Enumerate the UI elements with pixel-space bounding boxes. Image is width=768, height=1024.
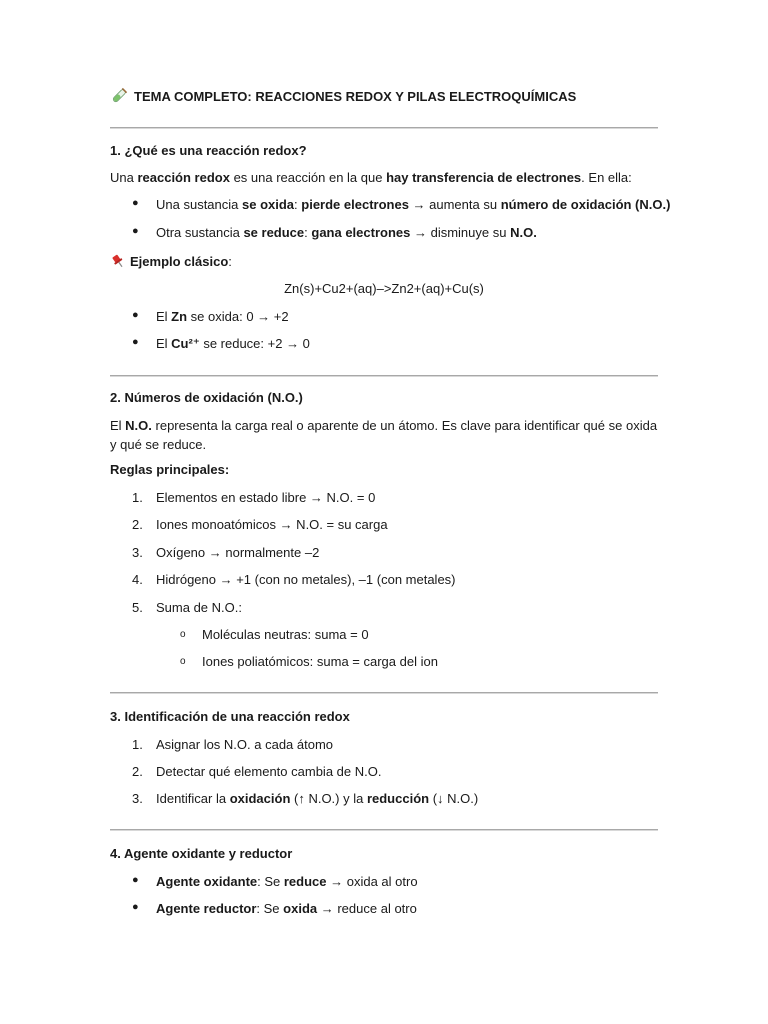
list-item-text: Otra sustancia se reduce: gana electrones → disminuye su N.O. [156, 225, 537, 240]
text-run-bold: hay transferencia de electrones [386, 170, 582, 185]
list-item-text: Asignar los N.O. a cada átomo [156, 737, 334, 752]
example-label-row [110, 253, 232, 269]
test-tube-icon [110, 87, 128, 105]
pushpin-icon [110, 253, 126, 269]
bullet-marker: ● [132, 336, 139, 348]
example-label: Ejemplo clásico [130, 254, 229, 269]
text-run: : [228, 254, 232, 269]
list-item-text: El Cu²⁺ se reduce: +2 → 0 [156, 336, 310, 351]
list-item-text: Iones monoatómicos → N.O. = su carga [156, 517, 388, 532]
section-2-paragraph [110, 416, 658, 454]
list-item-text: Detectar qué elemento cambia de N.O. [156, 764, 382, 779]
section-2-heading: 2. Números de oxidación (N.O.) [110, 390, 303, 405]
bullet-marker: ● [132, 197, 139, 209]
list-item-text: Agente reductor: Se oxida → reduce al otro [156, 901, 417, 916]
divider [110, 375, 658, 377]
title-text: TEMA COMPLETO: REACCIONES REDOX Y PILAS ELECTROQUÍMICAS [134, 88, 577, 104]
document-title [110, 87, 576, 105]
list-number: 4. [132, 572, 143, 587]
list-number: 2. [132, 517, 143, 532]
bullet-marker: ● [132, 901, 139, 913]
text-run: es una reacción en la que [229, 170, 387, 185]
list-number: 3. [132, 545, 143, 560]
chemical-equation: Zn(s)+Cu2+(aq)–>Zn2+(aq)+Cu(s) [284, 281, 484, 296]
list-number: 3. [132, 791, 143, 806]
text-run: Una [110, 170, 138, 185]
sub-bullet-marker: o [180, 656, 186, 667]
list-item-text: Hidrógeno → +1 (con no metales), –1 (con metales) [156, 572, 456, 587]
section-1-heading: 1. ¿Qué es una reacción redox? [110, 143, 307, 158]
bullet-marker: ● [132, 874, 139, 886]
list-item-text: Suma de N.O.: [156, 600, 242, 615]
list-item-text: Una sustancia se oxida: pierde electrones → aumenta su número de oxidación (N.O.) [156, 197, 671, 212]
section-1-intro [110, 170, 632, 185]
bullet-marker: ● [132, 225, 139, 237]
sub-list-item-text: Moléculas neutras: suma = 0 [202, 627, 369, 642]
sub-list-item-text: Iones poliatómicos: suma = carga del ion [202, 654, 438, 669]
bullet-marker: ● [132, 309, 139, 321]
rules-label: Reglas principales: [110, 462, 230, 477]
list-number: 1. [132, 737, 143, 752]
text-run-bold: reacción redox [137, 170, 230, 185]
list-item-text: Agente oxidante: Se reduce → oxida al otro [156, 874, 418, 889]
list-item-text: El Zn se oxida: 0 → +2 [156, 309, 289, 324]
text-run: representa la carga real o aparente de un átomo. Es clave para identificar qué se oxida y qué se reduce. [110, 418, 658, 452]
section-4-heading: 4. Agente oxidante y reductor [110, 846, 293, 861]
section-3-heading: 3. Identificación de una reacción redox [110, 709, 350, 724]
sub-bullet-marker: o [180, 629, 186, 640]
text-run-bold: N.O. [125, 418, 152, 433]
text-run: . En ella: [581, 170, 632, 185]
divider [110, 127, 658, 129]
list-item-text: Identificar la oxidación (↑ N.O.) y la reducción (↓ N.O.) [156, 791, 479, 806]
divider [110, 692, 658, 694]
list-item-text: Elementos en estado libre → N.O. = 0 [156, 490, 376, 505]
text-run: El [110, 418, 126, 433]
list-number: 1. [132, 490, 143, 505]
list-number: 5. [132, 600, 143, 615]
list-number: 2. [132, 764, 143, 779]
divider [110, 829, 658, 831]
list-item-text: Oxígeno → normalmente –2 [156, 545, 320, 560]
